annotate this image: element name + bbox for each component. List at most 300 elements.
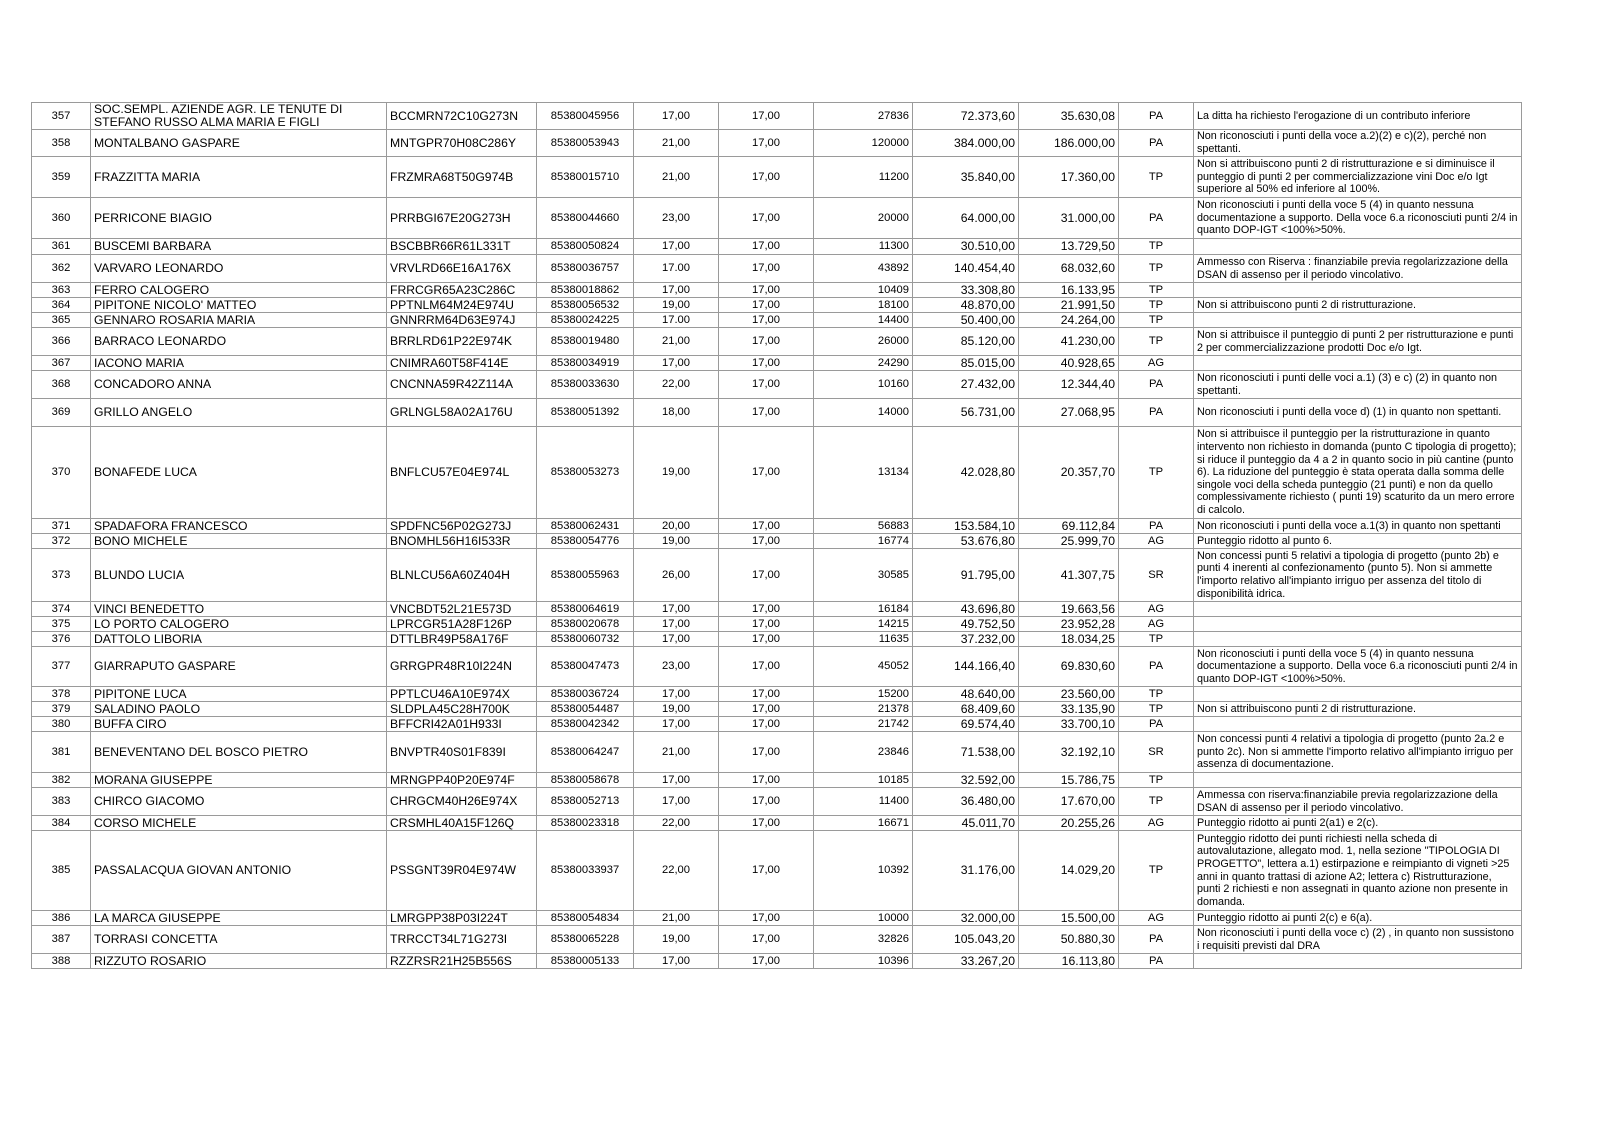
notes-cell: Non si attribuisce il punteggio per la ristrutturazione in quanto intervento non richiesto in domanda (punto C tipologia di progetto); si riduce il punteggio da 4 a 2 in quanto socio in più cantine (punto 6). La riduzione del punteggio è stata operata dalla somma delle singole voci della scheda punteggio (21 punti) e non da quello complessivamente richiesto ( punti 19) scaturito da un mero errore di calcolo.: [1194, 427, 1522, 519]
row-number-cell: 368: [32, 371, 91, 399]
amount-cell: 140.454,40: [913, 255, 1019, 283]
requested-score-cell: 17,00: [634, 356, 719, 371]
amount-cell: 31.176,00: [913, 831, 1019, 911]
notes-cell: [1194, 239, 1522, 255]
table-row: [32, 732, 1522, 773]
fiscal-code-cell: BNOMHL56H16I533R: [387, 534, 537, 549]
applicant-name-cell: PERRICONE BIAGIO: [91, 198, 387, 239]
contribution-cell: 15.500,00: [1019, 911, 1119, 926]
applicant-name-cell: BENEVENTANO DEL BOSCO PIETRO: [91, 732, 387, 773]
applicant-name-cell: MONTALBANO GASPARE: [91, 130, 387, 157]
row-number-cell: 379: [32, 702, 91, 717]
applicant-name-cell: BONAFEDE LUCA: [91, 427, 387, 519]
requested-score-cell: 19,00: [634, 427, 719, 519]
table-row: [32, 687, 1522, 702]
quantity-cell: 16184: [814, 602, 913, 617]
amount-cell: 30.510,00: [913, 239, 1019, 255]
table-row: [32, 602, 1522, 617]
province-cell: TP: [1119, 687, 1194, 702]
assigned-score-cell: 17,00: [719, 702, 814, 717]
quantity-cell: 16671: [814, 816, 913, 831]
contribution-cell: 20.255,26: [1019, 816, 1119, 831]
assigned-score-cell: 17,00: [719, 239, 814, 255]
fiscal-code-cell: BNFLCU57E04E974L: [387, 427, 537, 519]
applicant-name-cell: GIARRAPUTO GASPARE: [91, 647, 387, 687]
assigned-score-cell: 17,00: [719, 717, 814, 732]
province-cell: SR: [1119, 549, 1194, 602]
applicant-name-cell: FRAZZITTA MARIA: [91, 157, 387, 198]
application-number-cell: 85380042342: [537, 717, 634, 732]
requested-score-cell: 17.00: [634, 255, 719, 283]
table-row: [32, 816, 1522, 831]
notes-cell: Punteggio ridotto ai punti 2(a1) e 2(c).: [1194, 816, 1522, 831]
fiscal-code-cell: RZZRSR21H25B556S: [387, 954, 537, 969]
application-number-cell: 85380034919: [537, 356, 634, 371]
applicant-name-cell: BLUNDO LUCIA: [91, 549, 387, 602]
assigned-score-cell: 17,00: [719, 399, 814, 427]
contribution-cell: 16.133,95: [1019, 283, 1119, 298]
amount-cell: 32.000,00: [913, 911, 1019, 926]
row-number-cell: 373: [32, 549, 91, 602]
contribution-cell: 15.786,75: [1019, 773, 1119, 788]
applicant-name-cell: TORRASI CONCETTA: [91, 926, 387, 954]
quantity-cell: 27836: [814, 103, 913, 130]
requested-score-cell: 17,00: [634, 954, 719, 969]
fiscal-code-cell: CNIMRA60T58F414E: [387, 356, 537, 371]
application-number-cell: 85380053943: [537, 130, 634, 157]
notes-cell: [1194, 602, 1522, 617]
applicant-name-cell: GRILLO ANGELO: [91, 399, 387, 427]
fiscal-code-cell: VNCBDT52L21E573D: [387, 602, 537, 617]
table-row: [32, 298, 1522, 313]
assigned-score-cell: 17,00: [719, 954, 814, 969]
requested-score-cell: 17,00: [634, 632, 719, 647]
notes-cell: Non riconosciuti i punti della voce a.2)(2) e c)(2), perché non spettanti.: [1194, 130, 1522, 157]
assigned-score-cell: 17,00: [719, 157, 814, 198]
assigned-score-cell: 17,00: [719, 255, 814, 283]
quantity-cell: 20000: [814, 198, 913, 239]
province-cell: PA: [1119, 926, 1194, 954]
quantity-cell: 18100: [814, 298, 913, 313]
contribution-cell: 69.112,84: [1019, 519, 1119, 534]
fiscal-code-cell: BSCBBR66R61L331T: [387, 239, 537, 255]
table-row: [32, 773, 1522, 788]
assigned-score-cell: 17,00: [719, 816, 814, 831]
province-cell: SR: [1119, 732, 1194, 773]
table-row: [32, 717, 1522, 732]
amount-cell: 72.373,60: [913, 103, 1019, 130]
application-number-cell: 85380054776: [537, 534, 634, 549]
application-number-cell: 85380050824: [537, 239, 634, 255]
table-row: [32, 831, 1522, 911]
assigned-score-cell: 17,00: [719, 911, 814, 926]
fiscal-code-cell: TRRCCT34L71G273I: [387, 926, 537, 954]
table-row: [32, 399, 1522, 427]
fiscal-code-cell: FRRCGR65A23C286C: [387, 283, 537, 298]
assigned-score-cell: 17,00: [719, 283, 814, 298]
contribution-cell: 25.999,70: [1019, 534, 1119, 549]
application-number-cell: 85380058678: [537, 773, 634, 788]
fiscal-code-cell: BFFCRI42A01H933I: [387, 717, 537, 732]
contribution-cell: 41.307,75: [1019, 549, 1119, 602]
quantity-cell: 26000: [814, 328, 913, 356]
contribution-cell: 27.068,95: [1019, 399, 1119, 427]
amount-cell: 32.592,00: [913, 773, 1019, 788]
contribution-cell: 50.880,30: [1019, 926, 1119, 954]
row-number-cell: 385: [32, 831, 91, 911]
amount-cell: 45.011,70: [913, 816, 1019, 831]
amount-cell: 56.731,00: [913, 399, 1019, 427]
application-number-cell: 85380045956: [537, 103, 634, 130]
notes-cell: Non si attribuiscono punti 2 di ristrutturazione.: [1194, 298, 1522, 313]
province-cell: PA: [1119, 717, 1194, 732]
assigned-score-cell: 17,00: [719, 687, 814, 702]
assigned-score-cell: 17,00: [719, 519, 814, 534]
application-number-cell: 85380024225: [537, 313, 634, 328]
notes-cell: Punteggio ridotto ai punti 2(c) e 6(a).: [1194, 911, 1522, 926]
table-row: [32, 788, 1522, 816]
assigned-score-cell: 17,00: [719, 647, 814, 687]
fiscal-code-cell: BLNLCU56A60Z404H: [387, 549, 537, 602]
contribution-cell: 35.630,08: [1019, 103, 1119, 130]
application-number-cell: 85380005133: [537, 954, 634, 969]
notes-cell: Non concessi punti 4 relativi a tipologia di progetto (punto 2a.2 e punto 2c). Non si ammette l'importo relativo all'impianto irriguo per assenza di documentazione.: [1194, 732, 1522, 773]
row-number-cell: 366: [32, 328, 91, 356]
fiscal-code-cell: PPTNLM64M24E974U: [387, 298, 537, 313]
table-row: [32, 549, 1522, 602]
notes-cell: [1194, 283, 1522, 298]
fiscal-code-cell: LMRGPP38P03I224T: [387, 911, 537, 926]
fiscal-code-cell: BNVPTR40S01F839I: [387, 732, 537, 773]
province-cell: PA: [1119, 130, 1194, 157]
amount-cell: 64.000,00: [913, 198, 1019, 239]
contribution-cell: 31.000,00: [1019, 198, 1119, 239]
notes-cell: [1194, 717, 1522, 732]
amount-cell: 36.480,00: [913, 788, 1019, 816]
application-number-cell: 85380020678: [537, 617, 634, 632]
applicant-name-cell: CHIRCO GIACOMO: [91, 788, 387, 816]
notes-cell: Non riconosciuti i punti delle voci a.1) (3) e c) (2) in quanto non spettanti.: [1194, 371, 1522, 399]
quantity-cell: 10185: [814, 773, 913, 788]
province-cell: TP: [1119, 239, 1194, 255]
fiscal-code-cell: MRNGPP40P20E974F: [387, 773, 537, 788]
table-row: [32, 702, 1522, 717]
application-number-cell: 85380036757: [537, 255, 634, 283]
province-cell: AG: [1119, 602, 1194, 617]
contribution-cell: 13.729,50: [1019, 239, 1119, 255]
notes-cell: [1194, 687, 1522, 702]
assigned-score-cell: 17,00: [719, 773, 814, 788]
amount-cell: 37.232,00: [913, 632, 1019, 647]
applicant-name-cell: FERRO CALOGERO: [91, 283, 387, 298]
application-number-cell: 85380056532: [537, 298, 634, 313]
assigned-score-cell: 17,00: [719, 356, 814, 371]
row-number-cell: 360: [32, 198, 91, 239]
application-number-cell: 85380019480: [537, 328, 634, 356]
row-number-cell: 364: [32, 298, 91, 313]
requested-score-cell: 21,00: [634, 328, 719, 356]
amount-cell: 85.015,00: [913, 356, 1019, 371]
table-row: [32, 617, 1522, 632]
fiscal-code-cell: DTTLBR49P58A176F: [387, 632, 537, 647]
assigned-score-cell: 17,00: [719, 831, 814, 911]
quantity-cell: 14400: [814, 313, 913, 328]
contribution-cell: 186.000,00: [1019, 130, 1119, 157]
table-row: [32, 328, 1522, 356]
applicant-name-cell: LA MARCA GIUSEPPE: [91, 911, 387, 926]
applicant-name-cell: SPADAFORA FRANCESCO: [91, 519, 387, 534]
quantity-cell: 32826: [814, 926, 913, 954]
quantity-cell: 10392: [814, 831, 913, 911]
assigned-score-cell: 17,00: [719, 632, 814, 647]
province-cell: TP: [1119, 773, 1194, 788]
contribution-cell: 17.670,00: [1019, 788, 1119, 816]
fiscal-code-cell: PRRBGI67E20G273H: [387, 198, 537, 239]
fiscal-code-cell: SLDPLA45C28H700K: [387, 702, 537, 717]
province-cell: PA: [1119, 198, 1194, 239]
quantity-cell: 21378: [814, 702, 913, 717]
table-row: [32, 239, 1522, 255]
row-number-cell: 384: [32, 816, 91, 831]
row-number-cell: 370: [32, 427, 91, 519]
amount-cell: 50.400,00: [913, 313, 1019, 328]
province-cell: TP: [1119, 702, 1194, 717]
row-number-cell: 365: [32, 313, 91, 328]
applicant-name-cell: CONCADORO ANNA: [91, 371, 387, 399]
applicant-name-cell: BUFFA CIRO: [91, 717, 387, 732]
quantity-cell: 10396: [814, 954, 913, 969]
assigned-score-cell: 17,00: [719, 198, 814, 239]
quantity-cell: 10000: [814, 911, 913, 926]
row-number-cell: 377: [32, 647, 91, 687]
province-cell: AG: [1119, 816, 1194, 831]
quantity-cell: 11635: [814, 632, 913, 647]
requested-score-cell: 17,00: [634, 103, 719, 130]
contribution-cell: 24.264,00: [1019, 313, 1119, 328]
row-number-cell: 383: [32, 788, 91, 816]
notes-cell: Non si attribuiscono punti 2 di ristrutturazione.: [1194, 702, 1522, 717]
province-cell: PA: [1119, 103, 1194, 130]
assigned-score-cell: 17,00: [719, 534, 814, 549]
applicant-name-cell: BONO MICHELE: [91, 534, 387, 549]
amount-cell: 69.574,40: [913, 717, 1019, 732]
contribution-cell: 20.357,70: [1019, 427, 1119, 519]
contribution-cell: 33.135,90: [1019, 702, 1119, 717]
amount-cell: 384.000,00: [913, 130, 1019, 157]
fiscal-code-cell: PPTLCU46A10E974X: [387, 687, 537, 702]
fiscal-code-cell: BRRLRD61P22E974K: [387, 328, 537, 356]
application-number-cell: 85380033630: [537, 371, 634, 399]
notes-cell: Ammessa con riserva:finanziabile previa regolarizzazione della DSAN di assenso per il periodo vincolativo.: [1194, 788, 1522, 816]
quantity-cell: 21742: [814, 717, 913, 732]
amount-cell: 53.676,80: [913, 534, 1019, 549]
amount-cell: 48.640,00: [913, 687, 1019, 702]
applicant-name-cell: PIPITONE LUCA: [91, 687, 387, 702]
table-row: [32, 911, 1522, 926]
province-cell: TP: [1119, 283, 1194, 298]
requested-score-cell: 18,00: [634, 399, 719, 427]
application-number-cell: 85380036724: [537, 687, 634, 702]
requested-score-cell: 19,00: [634, 926, 719, 954]
contribution-cell: 68.032,60: [1019, 255, 1119, 283]
quantity-cell: 23846: [814, 732, 913, 773]
notes-cell: [1194, 632, 1522, 647]
row-number-cell: 362: [32, 255, 91, 283]
requested-score-cell: 20,00: [634, 519, 719, 534]
requested-score-cell: 19,00: [634, 702, 719, 717]
beneficiaries-table: [31, 102, 1522, 969]
quantity-cell: 56883: [814, 519, 913, 534]
row-number-cell: 358: [32, 130, 91, 157]
assigned-score-cell: 17,00: [719, 617, 814, 632]
application-number-cell: 85380065228: [537, 926, 634, 954]
requested-score-cell: 17,00: [634, 773, 719, 788]
contribution-cell: 40.928,65: [1019, 356, 1119, 371]
requested-score-cell: 23,00: [634, 198, 719, 239]
table-row: [32, 519, 1522, 534]
fiscal-code-cell: CNCNNA59R42Z114A: [387, 371, 537, 399]
quantity-cell: 45052: [814, 647, 913, 687]
table-row: [32, 130, 1522, 157]
notes-cell: Non concessi punti 5 relativi a tipologia di progetto (punto 2b) e punti 4 inerenti al confezionamento (punto 5). Non si ammette l'importo relativo all'impianto irriguo per assenza del titolo di disponibilità idrica.: [1194, 549, 1522, 602]
notes-cell: [1194, 313, 1522, 328]
row-number-cell: 380: [32, 717, 91, 732]
contribution-cell: 19.663,56: [1019, 602, 1119, 617]
applicant-name-cell: CORSO MICHELE: [91, 816, 387, 831]
requested-score-cell: 21,00: [634, 157, 719, 198]
application-number-cell: 85380054834: [537, 911, 634, 926]
contribution-cell: 23.560,00: [1019, 687, 1119, 702]
quantity-cell: 24290: [814, 356, 913, 371]
notes-cell: Non riconosciuti i punti della voce 5 (4) in quanto nessuna documentazione a supporto. Della voce 6.a riconosciuti punti 2/4 in quanto DOP-IGT <100%>50%.: [1194, 647, 1522, 687]
table-row: [32, 103, 1522, 130]
requested-score-cell: 17,00: [634, 602, 719, 617]
application-number-cell: 85380053273: [537, 427, 634, 519]
quantity-cell: 11400: [814, 788, 913, 816]
applicant-name-cell: MORANA GIUSEPPE: [91, 773, 387, 788]
row-number-cell: 361: [32, 239, 91, 255]
province-cell: PA: [1119, 519, 1194, 534]
application-number-cell: 85380054487: [537, 702, 634, 717]
quantity-cell: 16774: [814, 534, 913, 549]
province-cell: PA: [1119, 647, 1194, 687]
requested-score-cell: 17,00: [634, 239, 719, 255]
assigned-score-cell: 17,00: [719, 926, 814, 954]
requested-score-cell: 17,00: [634, 717, 719, 732]
requested-score-cell: 21,00: [634, 130, 719, 157]
assigned-score-cell: 17,00: [719, 103, 814, 130]
contribution-cell: 18.034,25: [1019, 632, 1119, 647]
row-number-cell: 376: [32, 632, 91, 647]
province-cell: TP: [1119, 788, 1194, 816]
province-cell: AG: [1119, 534, 1194, 549]
requested-score-cell: 19,00: [634, 534, 719, 549]
applicant-name-cell: BARRACO LEONARDO: [91, 328, 387, 356]
notes-cell: Punteggio ridotto al punto 6.: [1194, 534, 1522, 549]
application-number-cell: 85380062431: [537, 519, 634, 534]
province-cell: AG: [1119, 617, 1194, 632]
quantity-cell: 13134: [814, 427, 913, 519]
notes-cell: [1194, 617, 1522, 632]
applicant-name-cell: SALADINO PAOLO: [91, 702, 387, 717]
applicant-name-cell: IACONO MARIA: [91, 356, 387, 371]
amount-cell: 91.795,00: [913, 549, 1019, 602]
amount-cell: 105.043,20: [913, 926, 1019, 954]
applicant-name-cell: VARVARO LEONARDO: [91, 255, 387, 283]
application-number-cell: 85380064247: [537, 732, 634, 773]
province-cell: PA: [1119, 399, 1194, 427]
quantity-cell: 10160: [814, 371, 913, 399]
province-cell: PA: [1119, 371, 1194, 399]
applicant-name-cell: BUSCEMI BARBARA: [91, 239, 387, 255]
application-number-cell: 85380051392: [537, 399, 634, 427]
applicant-name-cell: DATTOLO LIBORIA: [91, 632, 387, 647]
notes-cell: Non si attribuiscono punti 2 di ristrutturazione e si diminuisce il punteggio di punti 2 per commercializzazione vini Doc e/o Igt superiore al 50% ed inferiore al 100%.: [1194, 157, 1522, 198]
fiscal-code-cell: VRVLRD66E16A176X: [387, 255, 537, 283]
row-number-cell: 374: [32, 602, 91, 617]
table-row: [32, 647, 1522, 687]
assigned-score-cell: 17,00: [719, 371, 814, 399]
assigned-score-cell: 17,00: [719, 788, 814, 816]
amount-cell: 48.870,00: [913, 298, 1019, 313]
notes-cell: Non riconosciuti i punti della voce a.1(3) in quanto non spettanti: [1194, 519, 1522, 534]
table-row: [32, 534, 1522, 549]
requested-score-cell: 21,00: [634, 911, 719, 926]
amount-cell: 27.432,00: [913, 371, 1019, 399]
table-row: [32, 255, 1522, 283]
province-cell: PA: [1119, 954, 1194, 969]
row-number-cell: 378: [32, 687, 91, 702]
notes-cell: Non riconosciuti i punti della voce d) (1) in quanto non spettanti.: [1194, 399, 1522, 427]
requested-score-cell: 21,00: [634, 732, 719, 773]
notes-cell: Ammesso con Riserva : finanziabile previa regolarizzazione della DSAN di assenso per il periodo vincolativo.: [1194, 255, 1522, 283]
quantity-cell: 43892: [814, 255, 913, 283]
quantity-cell: 14000: [814, 399, 913, 427]
amount-cell: 42.028,80: [913, 427, 1019, 519]
row-number-cell: 387: [32, 926, 91, 954]
contribution-cell: 32.192,10: [1019, 732, 1119, 773]
requested-score-cell: 22,00: [634, 816, 719, 831]
row-number-cell: 371: [32, 519, 91, 534]
province-cell: TP: [1119, 328, 1194, 356]
fiscal-code-cell: GNNRRM64D63E974J: [387, 313, 537, 328]
fiscal-code-cell: CRSMHL40A15F126Q: [387, 816, 537, 831]
fiscal-code-cell: FRZMRA68T50G974B: [387, 157, 537, 198]
province-cell: AG: [1119, 911, 1194, 926]
row-number-cell: 357: [32, 103, 91, 130]
application-number-cell: 85380033937: [537, 831, 634, 911]
applicant-name-cell: GENNARO ROSARIA MARIA: [91, 313, 387, 328]
requested-score-cell: 17,00: [634, 617, 719, 632]
province-cell: TP: [1119, 255, 1194, 283]
province-cell: TP: [1119, 831, 1194, 911]
amount-cell: 68.409,60: [913, 702, 1019, 717]
notes-cell: Non si attribuisce il punteggio di punti 2 per ristrutturazione e punti 2 per commercializzazione prodotti Doc e/o Igt.: [1194, 328, 1522, 356]
requested-score-cell: 22,00: [634, 371, 719, 399]
application-number-cell: 85380052713: [537, 788, 634, 816]
amount-cell: 33.267,20: [913, 954, 1019, 969]
assigned-score-cell: 17,00: [719, 602, 814, 617]
province-cell: TP: [1119, 298, 1194, 313]
row-number-cell: 382: [32, 773, 91, 788]
province-cell: TP: [1119, 313, 1194, 328]
application-number-cell: 85380018862: [537, 283, 634, 298]
fiscal-code-cell: GRLNGL58A02A176U: [387, 399, 537, 427]
row-number-cell: 381: [32, 732, 91, 773]
amount-cell: 85.120,00: [913, 328, 1019, 356]
province-cell: AG: [1119, 356, 1194, 371]
application-number-cell: 85380060732: [537, 632, 634, 647]
